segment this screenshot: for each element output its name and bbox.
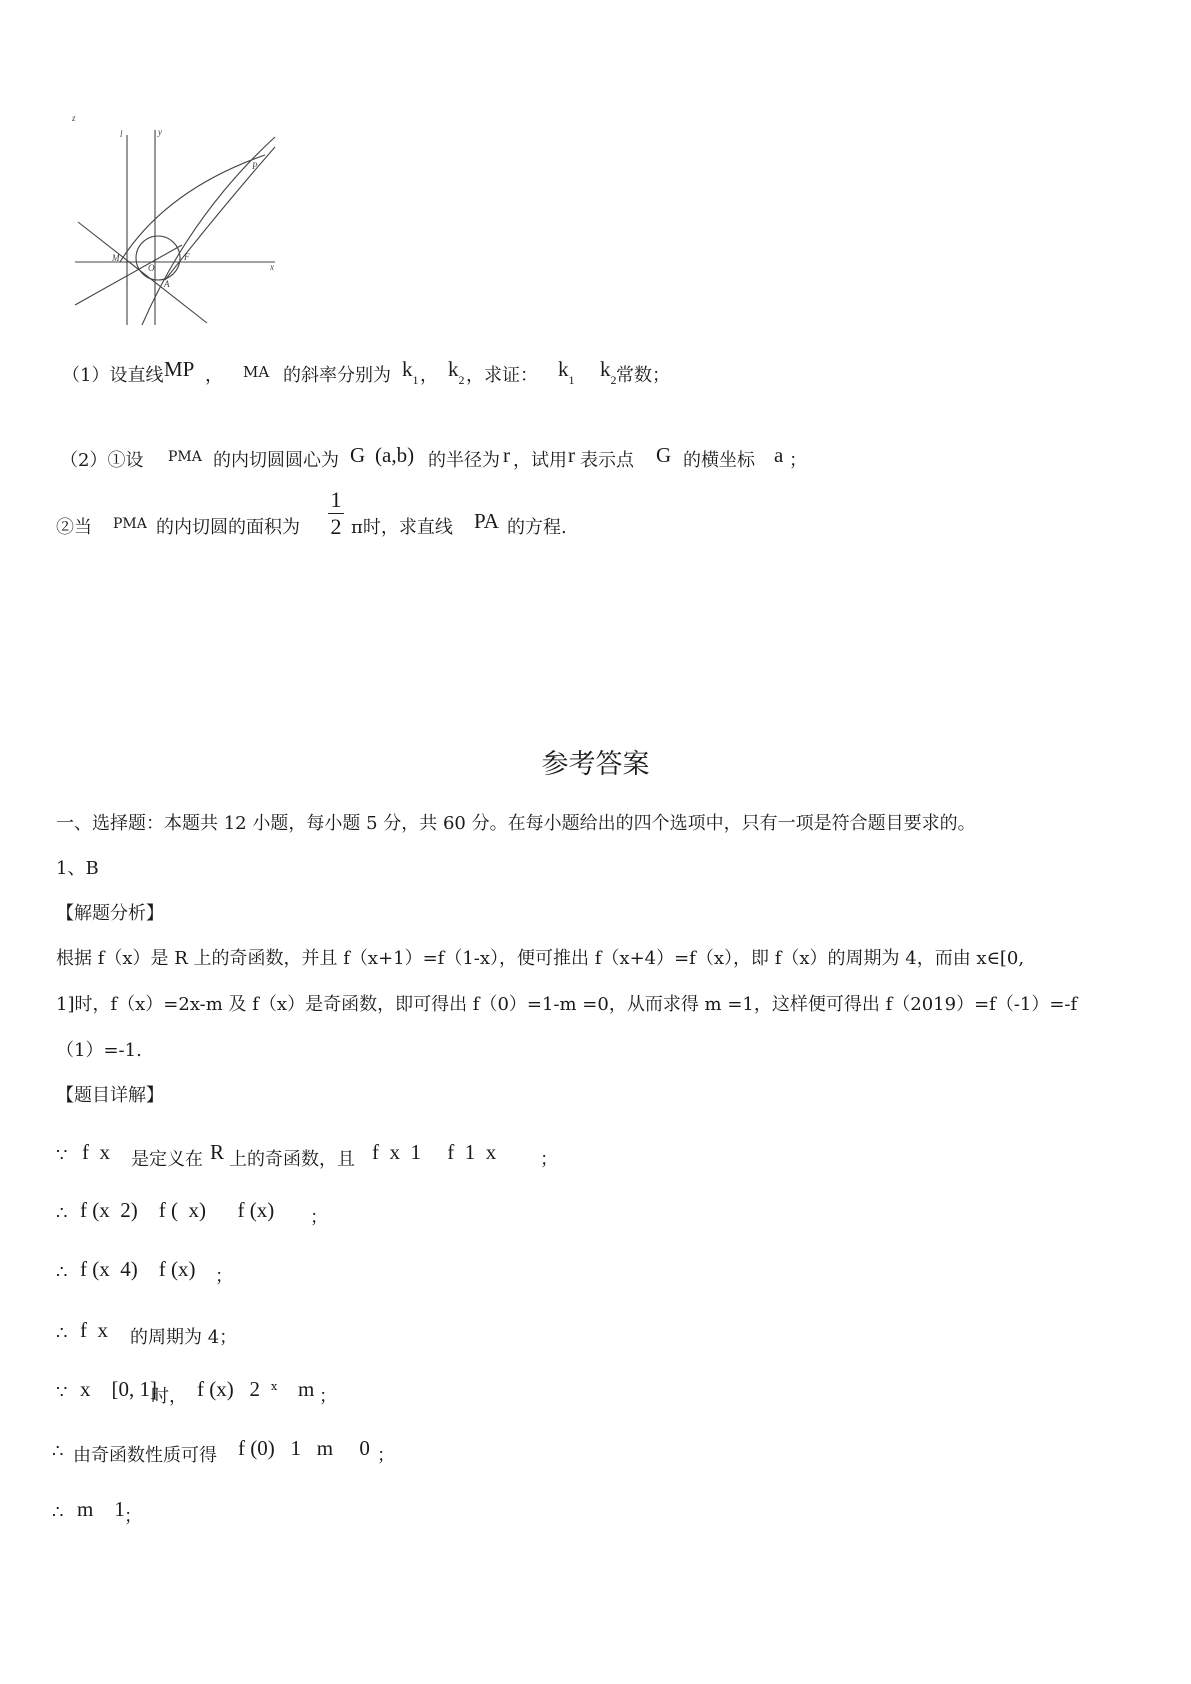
fraction-one-half: 1 2 [326, 487, 346, 540]
q1-sep: ， [420, 365, 438, 386]
q3-pi: π时，求直线 [351, 517, 453, 538]
step-1-r: R [210, 1140, 225, 1164]
line-pa [165, 147, 275, 280]
q2-ab: (a,b) [375, 443, 415, 467]
q3-mid: 的内切圆的面积为 [156, 517, 300, 538]
q1-suffix: 常数； [616, 365, 670, 386]
step-5-end: ； [319, 1386, 337, 1407]
q2-use-text: ，试用 [513, 450, 567, 471]
label-o: O [148, 263, 155, 273]
step-6-math: f (0) 1 m 0 [238, 1436, 370, 1460]
step-2-end: ； [310, 1207, 328, 1228]
step-3-math: f (x 4) f (x) [80, 1257, 196, 1281]
step-5-symbol: ∵ [56, 1382, 68, 1403]
step-1-symbol: ∵ [56, 1145, 68, 1166]
step-1-math-1: f x [82, 1140, 110, 1164]
q2-pma: PMA [168, 449, 202, 465]
step-2-math: f (x 2) f ( x) f (x) [80, 1198, 275, 1222]
step-3-symbol: ∴ [56, 1262, 68, 1283]
q3-pa: PA [474, 509, 499, 533]
step-1-text-1: 是定义在 [131, 1149, 203, 1170]
line-mp [78, 222, 207, 323]
label-z: z [72, 115, 76, 123]
analysis-line-2: 1]时，f（x）=2x-m 及 f（x）是奇函数，即可得出 f（0）=1-m =0，从而求得 m =1，这样便可得出 f（2019）=f（-1）=-f [56, 994, 1078, 1015]
step-6-text: 由奇函数性质可得 [73, 1445, 217, 1466]
q1-k1: $k_1$ [402, 357, 419, 387]
q2-r2: r [568, 443, 575, 467]
q1-comma: ， [205, 365, 223, 386]
step-7-math: m 1 [77, 1497, 125, 1521]
analysis-title: 【解题分析】 [56, 903, 164, 924]
answer-1: 1、B [56, 858, 99, 879]
q3-end: 的方程. [507, 517, 567, 538]
step-7-symbol: ∴ [52, 1502, 64, 1523]
analysis-line-1: 根据 f（x）是 R 上的奇函数，并且 f（x+1）=f（1-x），便可推出 f（x+4）=f（x），即 f（x）的周期为 4，而由 x∈[0, [56, 948, 1025, 969]
q1-ma: MA [243, 363, 270, 381]
label-x: x [270, 262, 274, 272]
detail-title: 【题目详解】 [56, 1085, 164, 1106]
q1-k2: $k_2$ [448, 357, 465, 387]
label-f: F [184, 252, 190, 262]
step-6-symbol: ∴ [52, 1441, 64, 1462]
step-1-end: ； [540, 1149, 558, 1170]
q2-a: a [774, 443, 784, 467]
geometry-figure [70, 115, 290, 335]
step-4-math: f x [80, 1318, 108, 1342]
q2-radius-text: 的半径为 [428, 450, 500, 471]
q1-k1b: $k_1$ [558, 357, 575, 387]
q1-prove: ，求证： [466, 365, 538, 386]
section-1-title: 一、选择题：本题共 12 小题，每小题 5 分，共 60 分。在每小题给出的四个选项中，只有一项是符合题目要求的。 [56, 813, 976, 834]
step-5-math-2: f (x) 2 [197, 1377, 260, 1401]
step-4-text: 的周期为 4； [130, 1327, 238, 1348]
step-4-symbol: ∴ [56, 1323, 68, 1344]
q2-show-text: 表示点 [580, 450, 634, 471]
label-a: A [164, 279, 170, 289]
q2-end: ； [789, 450, 807, 471]
q3-prefix: ②当 [56, 517, 92, 538]
q2-mid: 的内切圆圆心为 [213, 450, 339, 471]
label-l: l [120, 129, 123, 139]
step-6-end: ； [377, 1445, 395, 1466]
q2-prefix: （2）①设 [60, 450, 144, 471]
step-1-text-2: 上的奇函数，且 [229, 1149, 355, 1170]
analysis-line-3: （1）=-1. [56, 1040, 142, 1061]
q1-prefix: （1）设直线 [62, 365, 164, 386]
q1-k2b: $k_2$ [600, 357, 617, 387]
line-ma [75, 245, 182, 305]
step-5-math-3: m [298, 1377, 315, 1401]
label-m: M [112, 253, 120, 263]
step-3-end: ； [215, 1266, 233, 1287]
step-7-end: ； [124, 1506, 142, 1527]
step-2-symbol: ∴ [56, 1203, 68, 1224]
q2-g: G [350, 443, 366, 467]
q1-mp: MP [164, 357, 195, 381]
q1-mid: 的斜率分别为 [283, 365, 391, 386]
q2-g2: G [656, 443, 672, 467]
label-y: y [158, 127, 162, 137]
q3-pma: PMA [113, 516, 147, 532]
step-5-text: 时， [151, 1386, 187, 1407]
q2-r1: r [503, 443, 510, 467]
step-5-math-1: x [0, 1] [80, 1377, 157, 1401]
label-p: P [252, 161, 258, 171]
answer-heading: 参考答案 [541, 749, 650, 780]
step-1-math-2: f x 1 f 1 x [372, 1140, 497, 1164]
step-5-exponent: x [271, 1380, 278, 1393]
q2-abscissa: 的横坐标 [683, 450, 755, 471]
